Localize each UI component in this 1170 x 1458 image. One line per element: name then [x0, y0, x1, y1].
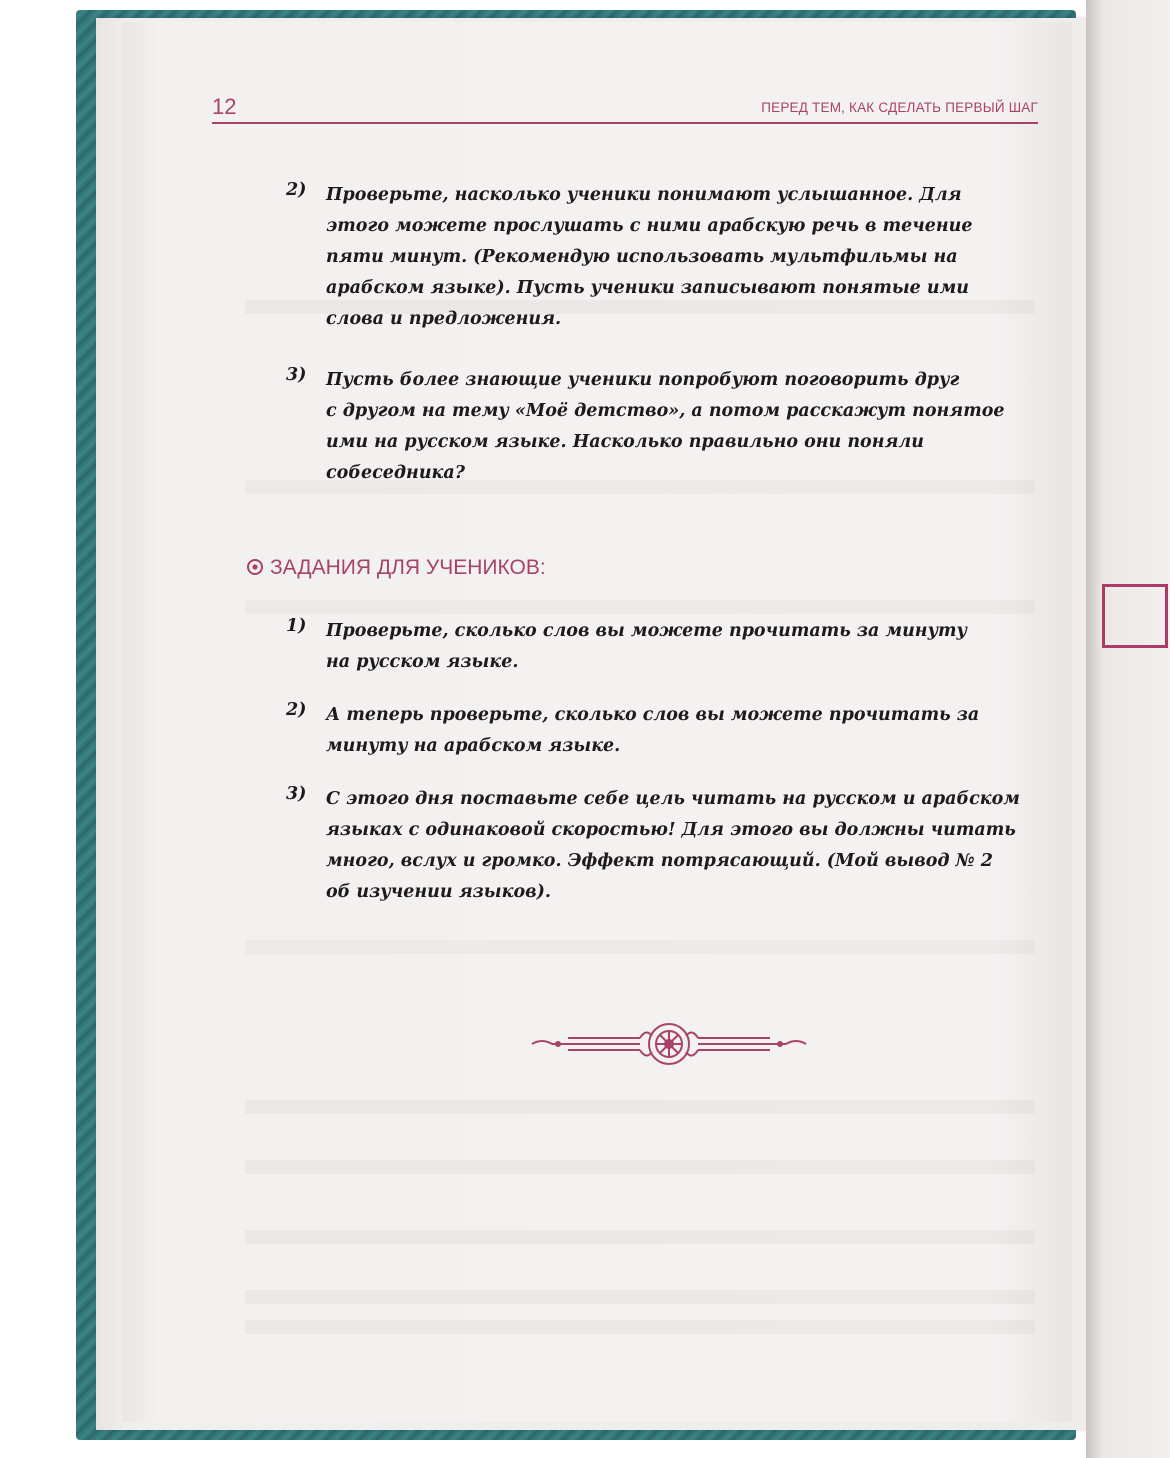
tasks-heading	[246, 556, 546, 580]
item-number: 3)	[286, 784, 307, 804]
chapter-title: ПЕРЕД ТЕМ, КАК СДЕЛАТЬ ПЕРВЫЙ ШАГ	[761, 100, 1038, 115]
list-item	[240, 784, 1040, 908]
tasks-list	[240, 616, 1040, 908]
page-number: 12	[212, 94, 237, 119]
running-head	[212, 94, 1038, 128]
ornament-divider-icon	[528, 1018, 810, 1070]
item-text: Проверьте, сколько слов вы можете прочитать за минуту на русском языке.	[326, 621, 968, 672]
item-text: С этого дня поставьте себе цель читать на русском и арабском языках с одинаковой скоростью! Для этого вы должны читать много, вслух и громко. Эффект потрясающий. (Мой вывод № 2 об изучении языков).	[326, 789, 1020, 902]
item-number: 2)	[286, 180, 307, 200]
item-number: 2)	[286, 700, 307, 720]
circle-dot-icon	[246, 558, 264, 576]
item-text: Проверьте, насколько ученики понимают услышанное. Для этого можете прослушать с ними арабскую речь в течение пяти минут. (Рекомендую использовать мультфильмы на арабском языке). Пусть ученики записывают понятые ими слова и предложения.	[326, 185, 973, 329]
adjacent-drop-cap-icon	[1102, 584, 1168, 648]
list-item	[240, 700, 1040, 762]
adjacent-page-edge	[1086, 0, 1170, 1458]
list-before-tasks	[240, 180, 1040, 489]
list-item	[240, 365, 1040, 489]
list-item	[240, 616, 1040, 678]
item-number: 1)	[286, 616, 307, 636]
item-text: А теперь проверьте, сколько слов вы можете прочитать за минуту на арабском языке.	[326, 705, 980, 756]
list-item	[240, 180, 1040, 335]
tasks-heading-text: ЗАДАНИЯ ДЛЯ УЧЕНИКОВ:	[270, 556, 546, 579]
item-text: Пусть более знающие ученики попробуют поговорить друг с другом на тему «Моё детство», а потом расскажут понятое ими на русском языке. Насколько правильно они поняли собеседника?	[326, 370, 1005, 483]
item-number: 3)	[286, 365, 307, 385]
header-rule	[212, 122, 1038, 124]
